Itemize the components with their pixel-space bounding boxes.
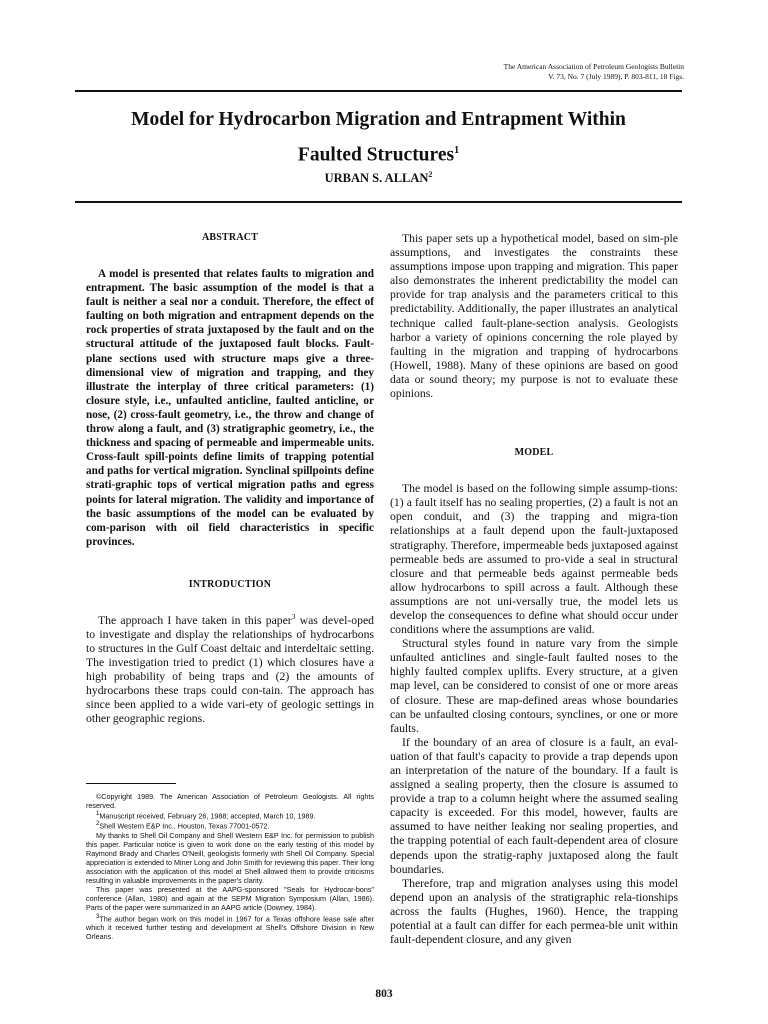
- copyright-note: ©Copyright 1989. The American Association of Petroleum Geologists. All rights reserved.: [86, 791, 374, 810]
- footnote-3: [86, 913, 374, 942]
- introduction-heading: INTRODUCTION: [188, 578, 272, 590]
- footnote-2-mark: 2: [96, 821, 100, 828]
- author-byline: [75, 170, 682, 186]
- author-footnote-mark: 2: [428, 170, 433, 179]
- model-paragraph-1: The model is based on the following simple assump-tions: (1) a fault itself has no sealing properties, (2) a fault is not an open conduit, and (3) the trapping and migra-tion relationships at a fault depend upon the fault-juxtaposed stratigraphy. Therefore, impermeable beds juxtaposed against permeable beds are assumed to pro-vide a seal in structural closure and that permeable beds against permeable beds allow hydrocarbons to spill across a fault. Although these assumptions are not uni-versally true, the model lets us develop the consequences to define what should occur under conditions where the assumptions are valid.: [390, 482, 678, 637]
- purpose-paragraph: This paper sets up a hypothetical model, based on sim-ple assumptions, and investigates the constraints these assumptions impose upon trapping and migration. This paper also demonstrates the inherent predictability the model can provide for trap analysis and the parameters critical to this predictability. Additionally, the paper illustrates an analytical technique called fault-plane-section analysis. Geologists harbor a variety of opinions concerning the role played by faulting in the migration and trapping of hydrocarbons (Howell, 1988). Many of these opinions are based on good data or sound theory; my purpose is not to evaluate these opinions.: [390, 232, 678, 401]
- intro-footnote-mark: 3: [291, 611, 296, 621]
- journal-citation: [504, 62, 684, 82]
- model-heading: MODEL: [514, 447, 554, 459]
- model-paragraph-4: Therefore, trap and migration analyses using this model depend upon an analysis of the stratigraphic rela-tionships across the faults (Hughes, 1960). Hence, the trapping potential at a fault can differ for each permea-ble unit within fault-dependent closure, and any given: [390, 876, 678, 947]
- intro-text-rest: was devel-oped to investigate and display the relationships of hydrocarbons to structures in the Gulf Coast deltaic and interdeltaic setting. The investigation tried to predict (1) which closures have a high probability of being traps and (2) the amounts of hydrocarbons these traps could con-tain. The approach has since been applied to a wide vari-ety of geologic settings in other geographic regions.: [86, 613, 374, 726]
- paper-title: [75, 104, 682, 171]
- footnote-3-mark: 3: [96, 913, 100, 920]
- abstract-heading: ABSTRACT: [201, 232, 259, 243]
- title-footnote-mark: 1: [454, 145, 460, 156]
- left-column: [86, 232, 374, 941]
- presentation-note: This paper was presented at the AAPG-sponsored "Seals for Hydrocar-bons" conference (Allan, 1980) and again at the SEPM Migration Symposium (Allan, 1986). Parts of the paper were summarized in an AAPG article (Downey, 1984).: [86, 885, 374, 913]
- footnotes: [86, 783, 374, 942]
- footnote-2: [86, 820, 374, 830]
- title-line-2: Faulted Structures: [297, 144, 455, 166]
- header-bottom-rule: [75, 201, 682, 203]
- title-line-1: Model for Hydrocarbon Migration and Entrapment Within: [131, 109, 626, 130]
- footnote-rule: [86, 783, 176, 784]
- footnote-1: [86, 810, 374, 820]
- intro-text-start: The approach I have taken in this paper: [98, 613, 292, 627]
- journal-volume: V. 73, No. 7 (July 1989), P. 803-811, 18 Figs.: [548, 72, 684, 81]
- footnote-1-text: Manuscript received, February 26, 1988; accepted, March 10, 1989.: [99, 811, 316, 821]
- journal-name: The American Association of Petroleum Geologists Bulletin: [503, 62, 684, 71]
- author-name: URBAN S. ALLAN: [324, 171, 429, 186]
- introduction-paragraph: [86, 610, 374, 727]
- top-rule: [75, 90, 682, 92]
- footnote-1-mark: 1: [96, 810, 100, 817]
- acknowledgments-note: My thanks to Shell Oil Company and Shell Western E&P Inc. for permission to publish this paper. Particular notice is given to work done on the early testing of this model by Raymond Brady and Charles O'Neill, geologists formerly with Shell Oil Company. Special appreciation is extended to Miner Long and John Smith for reviewing this paper. Their long association with the application of this model at Shell allowed them to provide criticisms resulting in valuable improvements in the paper's clarity.: [86, 830, 374, 886]
- model-paragraph-2: Structural styles found in nature vary from the simple unfaulted anticlines and single-fault faulted noses to the highly faulted complex uplifts. Every structure, at a given map level, can be considered to consist of one or more areas of closure. These are map-defined areas whose boundaries can be unfaulted closing contours, synclines, or one or more faults.: [390, 637, 678, 735]
- right-column: [390, 232, 678, 947]
- model-paragraph-3: If the boundary of an area of closure is a fault, an eval-uation of that fault's capacity to provide a trap depends upon an interpretation of the nature of the boundary. If a fault is assigned a sealing property, then the closure is assumed to provide a trap to a column height where the assumed sealing capacity is exceeded. For this model, however, faults are assumed to have neither leaking nor sealing properties, and the trapping potential of each fault-dependent area of closure depends upon the stratig-raphy juxtaposed along the fault boundaries.: [390, 735, 678, 876]
- abstract-body: A model is presented that relates faults to migration and entrapment. The basic assumption of the model is that a fault is neither a seal nor a conduit. Therefore, the effect of faulting on both migration and entrapment depends on the rock properties of strata juxtaposed by the fault and on the structural attitude of the juxtaposed fault blocks. Fault-plane sections used with structure maps give a three-dimensional view of migration and trapping, and they illustrate the interplay of three critical parameters: (1) closure style, i.e., unfaulted anticline, faulted anticline, or nose, (2) cross-fault geometry, i.e., the throw and change of throw along a fault, and (3) stratigraphic geometry, i.e., the thickness and spacing of permeable and impermeable units. Cross-fault spill-points define limits of trapping potential and paths for vertical migration. Synclinal spillpoints define strati-graphic tops of vertical migration paths and egress points for lateral migration. The validity and importance of the basic assumptions of the model can be evaluated by com-parison with oil field characteristics in specific provinces.: [86, 268, 374, 548]
- page-number: 803: [375, 988, 393, 1000]
- footnote-3-text: The author began work on this model in 1967 for a Texas offshore lease sale after which it received further testing and development at Shell's Offshore Division in New Orleans.: [86, 913, 374, 942]
- footnote-2-text: Shell Western E&P Inc., Houston, Texas 77001-0572.: [99, 821, 270, 831]
